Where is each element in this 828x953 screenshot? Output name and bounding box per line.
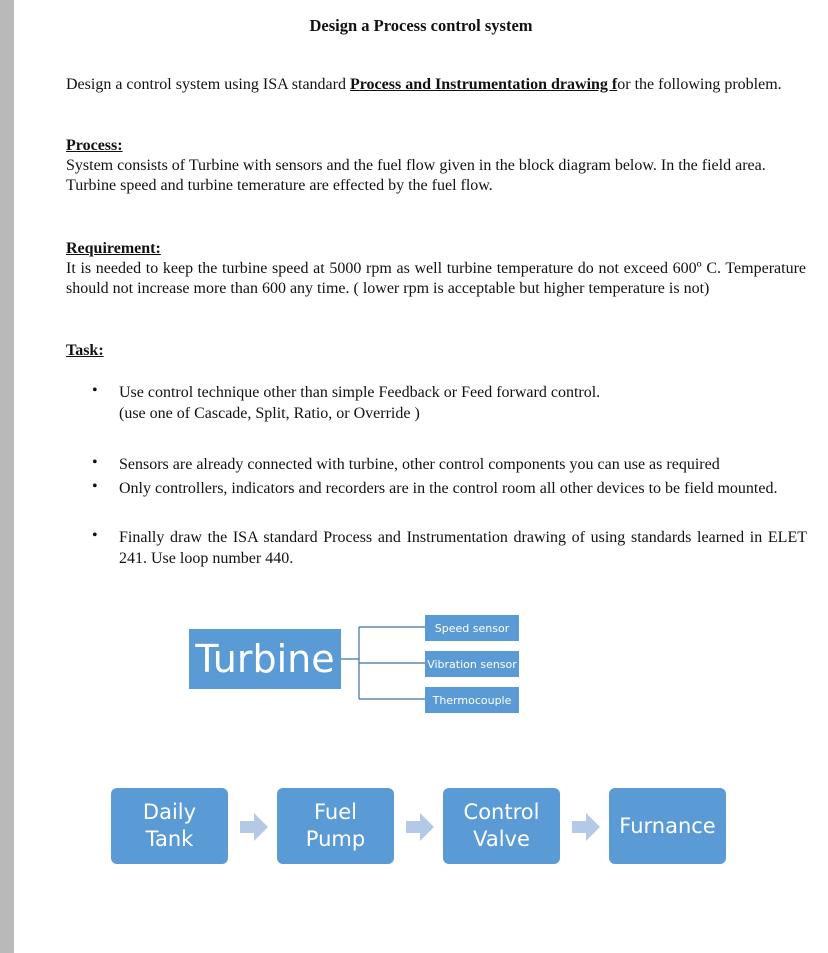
flow-arrow-icon <box>572 813 600 841</box>
bullet-dot: • <box>92 478 98 495</box>
task-bullet-4: Finally draw the ISA standard Process and Instrumentation drawing of using standards learned in ELET 241. Use loop number 440. <box>119 529 807 567</box>
daily-tank-line-2: Tank <box>145 827 194 851</box>
turbine-connector-lines <box>341 612 427 712</box>
intro-pid-link: Process and Instrumentation drawing f <box>349 76 618 93</box>
vibration-sensor-box: Vibration sensor <box>425 651 519 677</box>
furnance-label: Furnance <box>619 813 716 838</box>
daily-tank-box <box>111 788 228 864</box>
process-section <box>66 136 806 196</box>
thermocouple-box: Thermocouple <box>425 687 519 713</box>
intro-text-end: or the following problem. <box>617 76 782 93</box>
task-bullet-1-line-1: Use control technique other than simple Feedback or Feed forward control. <box>119 384 601 401</box>
bullet-dot: • <box>92 382 98 399</box>
task-heading: Task: <box>66 342 104 359</box>
intro-text-start: Design a control system using ISA standard <box>66 76 350 93</box>
control-valve-box <box>443 788 560 864</box>
speed-sensor-box: Speed sensor <box>425 615 519 641</box>
flow-arrow-icon <box>406 813 434 841</box>
document-title: Design a Process control system <box>309 16 533 35</box>
fuel-pump-box <box>277 788 394 864</box>
process-line-1: System consists of Turbine with sensors and the fuel flow given in the block diagram below. In the field area. <box>66 157 766 174</box>
task-bullet-3: Only controllers, indicators and recorders are in the control room all other devices to be field mounted. <box>119 480 778 497</box>
requirement-text: It is needed to keep the turbine speed at 5000 rpm as well turbine temperature do not exceed 600º C. Temperature should not increase more than 600 any time. ( lower rpm is acceptable but higher temperature is not) <box>66 260 806 297</box>
control-valve-line-2: Valve <box>473 827 530 851</box>
bullet-dot: • <box>92 454 98 471</box>
flow-arrow-icon <box>240 813 268 841</box>
control-valve-line-1: Control <box>463 800 540 824</box>
requirement-section <box>66 239 806 299</box>
bullet-dot: • <box>92 527 98 544</box>
turbine-box: Turbine <box>189 629 341 689</box>
furnance-box <box>609 788 726 864</box>
daily-tank-line-1: Daily <box>142 800 197 824</box>
process-heading: Process: <box>66 137 123 154</box>
task-bullet-2: Sensors are already connected with turbine, other control components you can use as required <box>119 456 720 473</box>
task-bullet-1-line-2: (use one of Cascade, Split, Ratio, or Override ) <box>119 405 420 422</box>
document-page <box>14 0 828 953</box>
requirement-heading: Requirement: <box>66 240 161 257</box>
process-line-2: Turbine speed and turbine temerature are effected by the fuel flow. <box>66 177 493 194</box>
fuel-pump-line-1: Fuel <box>313 800 357 824</box>
fuel-pump-line-2: Pump <box>305 827 366 851</box>
intro-paragraph <box>66 75 806 95</box>
task-bullet-1 <box>119 382 807 424</box>
